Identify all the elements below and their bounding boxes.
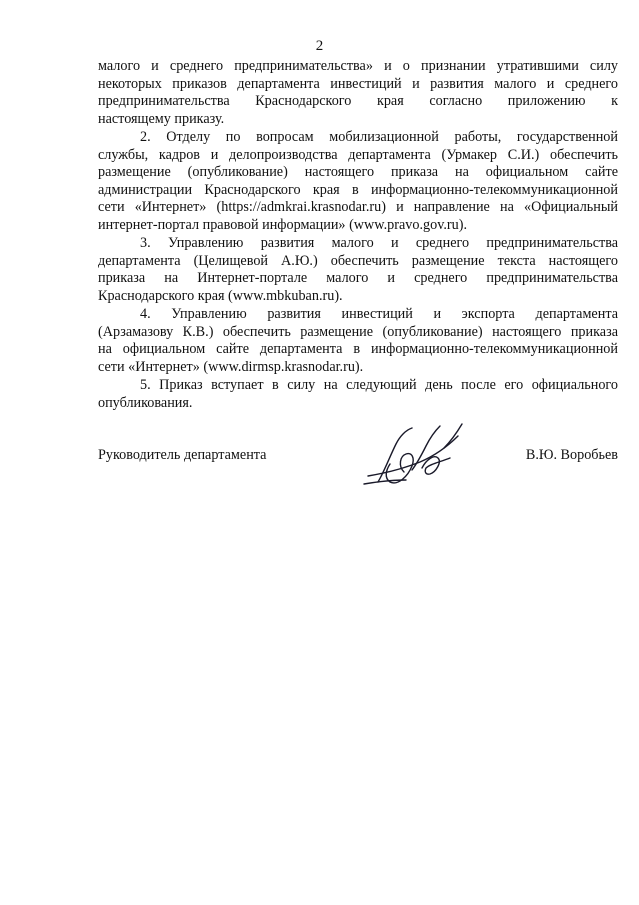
text-line: 4. Управлению развития инвестиций и экспорта департамента (140, 306, 618, 322)
paragraph-continuation (98, 58, 618, 128)
text-line: приказа на Интернет-портале малого и среднего предпринимательства (98, 270, 618, 286)
handwritten-signature (360, 418, 472, 492)
text-line: предпринимательства Краснодарского края согласно приложению к (98, 93, 618, 109)
text-line: сети «Интернет» (https://admkrai.krasnodar.ru) и направление на «Официальный (98, 199, 618, 215)
document-body (98, 58, 618, 412)
text-line: настоящему приказу. (98, 110, 225, 127)
text-line: некоторых приказов департамента инвестиций и развития малого и среднего (98, 75, 618, 92)
text-line: опубликования. (98, 394, 193, 411)
text-line: департамента (Целищевой А.Ю.) обеспечить размещение текста настоящего (98, 252, 618, 269)
paragraph-item-5 (98, 377, 618, 412)
text-line: администрации Краснодарского края в информационно-телекоммуникационной (98, 181, 618, 198)
text-line: сети «Интернет» (www.dirmsp.krasnodar.ru). (98, 358, 364, 375)
text-line: Краснодарского края (www.mbkuban.ru). (98, 287, 343, 304)
page-number: 2 (315, 38, 324, 54)
text-line: размещение (опубликование) настоящего приказа на официальном сайте (98, 164, 618, 180)
paragraph-item-3 (98, 235, 618, 305)
signatory-name: В.Ю. Воробьев (525, 447, 618, 463)
paragraph-item-2 (98, 129, 618, 234)
text-line: 3. Управлению развития малого и среднего предпринимательства (140, 235, 618, 251)
text-line: малого и среднего предпринимательства» и о признании утратившими силу (98, 58, 618, 74)
text-line: службы, кадров и делопроизводства департамента (Урмакер С.И.) обеспечить (98, 146, 618, 163)
paragraph-item-4 (98, 306, 618, 376)
signatory-position: Руководитель департамента (98, 447, 267, 463)
text-line: на официальном сайте департамента в информационно-телекоммуникационной (98, 341, 618, 357)
signature-block (98, 446, 618, 466)
text-line: 2. Отделу по вопросам мобилизационной работы, государственной (140, 129, 618, 145)
text-line: (Арзамазову К.В.) обеспечить размещение (опубликование) настоящего приказа (98, 323, 618, 340)
text-line: 5. Приказ вступает в силу на следующий день после его официального (140, 377, 618, 393)
text-line: интернет-портал правовой информации» (www.pravo.gov.ru). (98, 216, 467, 233)
